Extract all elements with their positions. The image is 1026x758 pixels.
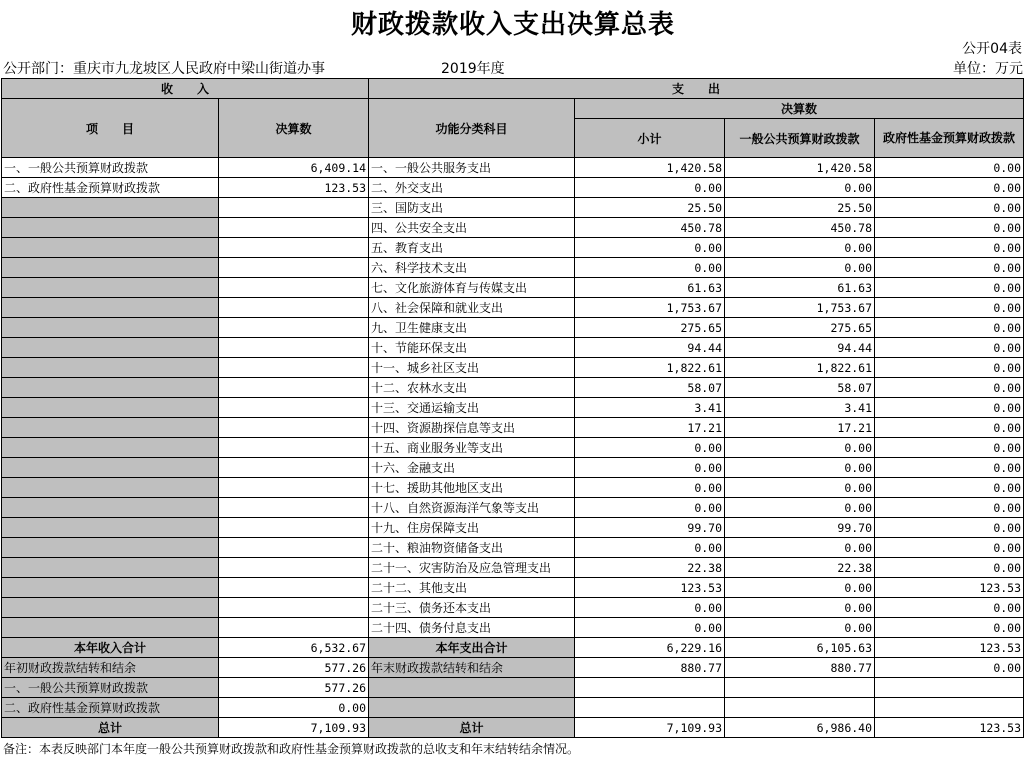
- income-item-value: 6,409.14: [219, 158, 369, 178]
- expense-item-label: 三、国防支出: [369, 198, 575, 218]
- empty-cell: [575, 698, 725, 718]
- table-row: [2, 618, 1024, 638]
- expense-item-label: 二十三、债务还本支出: [369, 598, 575, 618]
- income-empty-value: [219, 318, 369, 338]
- table-row: [2, 518, 1024, 538]
- expense-fund: 0.00: [875, 258, 1024, 278]
- expense-fund: 0.00: [875, 558, 1024, 578]
- expense-general: 58.07: [725, 378, 875, 398]
- footnote: 备注：本表反映部门本年度一般公共预算财政拨款和政府性基金预算财政拨款的总收支和年末结转结余情况。: [3, 742, 580, 756]
- expense-fund: 0.00: [875, 398, 1024, 418]
- expense-fund: 0.00: [875, 238, 1024, 258]
- income-empty-label: [2, 378, 219, 398]
- expense-subtotal: 1,822.61: [575, 358, 725, 378]
- table-row: [2, 498, 1024, 518]
- table-code: 公开04表: [962, 41, 1022, 57]
- expense-subtotal: 123.53: [575, 578, 725, 598]
- expense-item-label: 九、卫生健康支出: [369, 318, 575, 338]
- income-empty-label: [2, 338, 219, 358]
- general-budget-header: 一般公共预算财政拨款: [725, 119, 875, 158]
- expense-fund: 0.00: [875, 338, 1024, 358]
- expense-general: 99.70: [725, 518, 875, 538]
- expense-subtotal: 0.00: [575, 238, 725, 258]
- income-empty-label: [2, 518, 219, 538]
- end-balance-general: 880.77: [725, 658, 875, 678]
- finance-table: [1, 78, 1024, 738]
- income-empty-value: [219, 458, 369, 478]
- income-empty-value: [219, 578, 369, 598]
- income-empty-value: [219, 378, 369, 398]
- totals-row: [2, 638, 1024, 658]
- empty-cell: [369, 698, 575, 718]
- gov-fund-header: 政府性基金预算财政拨款: [875, 119, 1024, 158]
- expense-item-label: 八、社会保障和就业支出: [369, 298, 575, 318]
- expense-general: 0.00: [725, 618, 875, 638]
- expense-general: 0.00: [725, 478, 875, 498]
- table-row: [2, 698, 1024, 718]
- income-item-label: 二、政府性基金预算财政拨款: [2, 178, 219, 198]
- amount-header: 决算数: [219, 99, 369, 158]
- expense-fund: 0.00: [875, 298, 1024, 318]
- income-empty-value: [219, 438, 369, 458]
- expense-general: 0.00: [725, 458, 875, 478]
- expense-fund: 0.00: [875, 158, 1024, 178]
- grand-income-label: 总计: [2, 718, 219, 738]
- expense-item-label: 十一、城乡社区支出: [369, 358, 575, 378]
- expense-subtotal: 0.00: [575, 178, 725, 198]
- income-empty-value: [219, 418, 369, 438]
- income-empty-value: [219, 498, 369, 518]
- income-item-value: 123.53: [219, 178, 369, 198]
- empty-cell: [575, 678, 725, 698]
- income-empty-label: [2, 258, 219, 278]
- item-header: 项 目: [2, 99, 219, 158]
- grand-expense-general: 6,986.40: [725, 718, 875, 738]
- table-meta: [3, 58, 1023, 78]
- expense-fund: 0.00: [875, 318, 1024, 338]
- table-row: [2, 218, 1024, 238]
- income-empty-value: [219, 258, 369, 278]
- expense-fund: 0.00: [875, 538, 1024, 558]
- begin-balance-value: 577.26: [219, 658, 369, 678]
- expense-subtotal: 0.00: [575, 258, 725, 278]
- grand-total-row: [2, 718, 1024, 738]
- expense-subtotal: 1,420.58: [575, 158, 725, 178]
- expense-item-label: 十九、住房保障支出: [369, 518, 575, 538]
- income-empty-value: [219, 298, 369, 318]
- final-amount-header: 决算数: [575, 99, 1024, 119]
- func-category-header: 功能分类科目: [369, 99, 575, 158]
- income-empty-label: [2, 458, 219, 478]
- expense-general: 0.00: [725, 178, 875, 198]
- income-empty-label: [2, 318, 219, 338]
- expense-general: 61.63: [725, 278, 875, 298]
- income-empty-value: [219, 538, 369, 558]
- income-empty-value: [219, 618, 369, 638]
- expense-general: 450.78: [725, 218, 875, 238]
- year-expense-total-label: 本年支出合计: [369, 638, 575, 658]
- begin-sub-value: 577.26: [219, 678, 369, 698]
- income-empty-label: [2, 578, 219, 598]
- expense-item-label: 四、公共安全支出: [369, 218, 575, 238]
- year-expense-total-general: 6,105.63: [725, 638, 875, 658]
- expense-general: 1,822.61: [725, 358, 875, 378]
- expense-general: 1,753.67: [725, 298, 875, 318]
- expense-subtotal: 0.00: [575, 438, 725, 458]
- table-row: [2, 158, 1024, 178]
- expense-fund: 0.00: [875, 618, 1024, 638]
- end-balance-label: 年末财政拨款结转和结余: [369, 658, 575, 678]
- grand-expense-subtotal: 7,109.93: [575, 718, 725, 738]
- expense-fund: 0.00: [875, 498, 1024, 518]
- income-empty-label: [2, 538, 219, 558]
- table-row: [2, 398, 1024, 418]
- income-empty-label: [2, 498, 219, 518]
- income-empty-label: [2, 218, 219, 238]
- income-empty-label: [2, 598, 219, 618]
- expense-fund: 123.53: [875, 578, 1024, 598]
- expense-general: 22.38: [725, 558, 875, 578]
- subtotal-header: 小计: [575, 119, 725, 158]
- table-row: [2, 238, 1024, 258]
- income-empty-value: [219, 398, 369, 418]
- income-item-label: 一、一般公共预算财政拨款: [2, 158, 219, 178]
- table-row: [2, 258, 1024, 278]
- expense-item-label: 五、教育支出: [369, 238, 575, 258]
- expense-item-label: 十、节能环保支出: [369, 338, 575, 358]
- table-row: [2, 478, 1024, 498]
- expense-subtotal: 1,753.67: [575, 298, 725, 318]
- expense-item-label: 十六、金融支出: [369, 458, 575, 478]
- table-row: [2, 198, 1024, 218]
- department-label: 公开部门：重庆市九龙坡区人民政府中梁山街道办事: [3, 61, 325, 77]
- income-empty-value: [219, 278, 369, 298]
- income-empty-label: [2, 398, 219, 418]
- empty-cell: [875, 698, 1024, 718]
- income-empty-value: [219, 338, 369, 358]
- expense-fund: 0.00: [875, 358, 1024, 378]
- expense-item-label: 二十、粮油物资储备支出: [369, 538, 575, 558]
- expense-fund: 0.00: [875, 218, 1024, 238]
- expense-general: 3.41: [725, 398, 875, 418]
- empty-cell: [725, 698, 875, 718]
- income-empty-label: [2, 618, 219, 638]
- expense-subtotal: 61.63: [575, 278, 725, 298]
- income-empty-value: [219, 218, 369, 238]
- expense-subtotal: 58.07: [575, 378, 725, 398]
- expense-subtotal: 450.78: [575, 218, 725, 238]
- income-header: 收 入: [2, 79, 369, 99]
- balance-row: [2, 658, 1024, 678]
- income-empty-label: [2, 198, 219, 218]
- income-empty-label: [2, 478, 219, 498]
- expense-subtotal: 3.41: [575, 398, 725, 418]
- income-empty-label: [2, 238, 219, 258]
- expense-subtotal: 0.00: [575, 618, 725, 638]
- year-income-total-value: 6,532.67: [219, 638, 369, 658]
- table-row: [2, 338, 1024, 358]
- expense-general: 0.00: [725, 498, 875, 518]
- income-empty-value: [219, 238, 369, 258]
- year-income-total-label: 本年收入合计: [2, 638, 219, 658]
- grand-expense-fund: 123.53: [875, 718, 1024, 738]
- income-empty-value: [219, 478, 369, 498]
- empty-cell: [369, 678, 575, 698]
- year-label: 2019年度: [441, 61, 505, 77]
- table-row: [2, 538, 1024, 558]
- grand-expense-label: 总计: [369, 718, 575, 738]
- expense-item-label: 二十二、其他支出: [369, 578, 575, 598]
- grand-income-value: 7,109.93: [219, 718, 369, 738]
- expense-item-label: 十四、资源勘探信息等支出: [369, 418, 575, 438]
- begin-balance-label: 年初财政拨款结转和结余: [2, 658, 219, 678]
- expense-general: 1,420.58: [725, 158, 875, 178]
- expense-general: 0.00: [725, 538, 875, 558]
- begin-sub-label: 二、政府性基金预算财政拨款: [2, 698, 219, 718]
- expense-item-label: 十二、农林水支出: [369, 378, 575, 398]
- year-expense-total-fund: 123.53: [875, 638, 1024, 658]
- expense-subtotal: 17.21: [575, 418, 725, 438]
- income-empty-label: [2, 438, 219, 458]
- expense-item-label: 十五、商业服务业等支出: [369, 438, 575, 458]
- expense-general: 17.21: [725, 418, 875, 438]
- expense-general: 275.65: [725, 318, 875, 338]
- expense-item-label: 六、科学技术支出: [369, 258, 575, 278]
- expense-general: 0.00: [725, 258, 875, 278]
- empty-cell: [875, 678, 1024, 698]
- expense-fund: 0.00: [875, 198, 1024, 218]
- income-empty-label: [2, 298, 219, 318]
- expense-subtotal: 275.65: [575, 318, 725, 338]
- end-balance-subtotal: 880.77: [575, 658, 725, 678]
- unit-label: 单位：万元: [953, 61, 1023, 77]
- expense-subtotal: 0.00: [575, 538, 725, 558]
- expense-item-label: 二十一、灾害防治及应急管理支出: [369, 558, 575, 578]
- expense-item-label: 二、外交支出: [369, 178, 575, 198]
- page-title: 财政拨款收入支出决算总表: [350, 10, 675, 40]
- expense-general: 0.00: [725, 578, 875, 598]
- table-row: [2, 418, 1024, 438]
- table-row: [2, 678, 1024, 698]
- expense-fund: 0.00: [875, 598, 1024, 618]
- table-row: [2, 298, 1024, 318]
- expense-general: 0.00: [725, 438, 875, 458]
- expense-subtotal: 22.38: [575, 558, 725, 578]
- expense-fund: 0.00: [875, 378, 1024, 398]
- income-empty-label: [2, 278, 219, 298]
- table-row: [2, 178, 1024, 198]
- income-empty-label: [2, 358, 219, 378]
- expense-general: 0.00: [725, 598, 875, 618]
- expense-general: 94.44: [725, 338, 875, 358]
- income-empty-value: [219, 358, 369, 378]
- income-empty-value: [219, 598, 369, 618]
- income-empty-value: [219, 198, 369, 218]
- expense-general: 0.00: [725, 238, 875, 258]
- table-row: [2, 578, 1024, 598]
- expense-subtotal: 0.00: [575, 458, 725, 478]
- expense-fund: 0.00: [875, 458, 1024, 478]
- expense-item-label: 十八、自然资源海洋气象等支出: [369, 498, 575, 518]
- expense-subtotal: 0.00: [575, 498, 725, 518]
- expense-item-label: 七、文化旅游体育与传媒支出: [369, 278, 575, 298]
- expense-subtotal: 0.00: [575, 478, 725, 498]
- income-empty-value: [219, 558, 369, 578]
- table-row: [2, 318, 1024, 338]
- table-row: [2, 278, 1024, 298]
- table-row: [2, 458, 1024, 478]
- table-row: [2, 558, 1024, 578]
- expense-item-label: 十三、交通运输支出: [369, 398, 575, 418]
- expense-item-label: 十七、援助其他地区支出: [369, 478, 575, 498]
- table-row: [2, 598, 1024, 618]
- expense-general: 25.50: [725, 198, 875, 218]
- expense-fund: 0.00: [875, 278, 1024, 298]
- income-empty-label: [2, 418, 219, 438]
- begin-sub-value: 0.00: [219, 698, 369, 718]
- table-row: [2, 378, 1024, 398]
- begin-sub-label: 一、一般公共预算财政拨款: [2, 678, 219, 698]
- end-balance-fund: 0.00: [875, 658, 1024, 678]
- expense-subtotal: 25.50: [575, 198, 725, 218]
- expense-fund: 0.00: [875, 518, 1024, 538]
- income-empty-value: [219, 518, 369, 538]
- expense-fund: 0.00: [875, 418, 1024, 438]
- table-row: [2, 358, 1024, 378]
- expense-subtotal: 99.70: [575, 518, 725, 538]
- income-empty-label: [2, 558, 219, 578]
- expense-header: 支 出: [369, 79, 1024, 99]
- expense-item-label: 一、一般公共服务支出: [369, 158, 575, 178]
- expense-fund: 0.00: [875, 438, 1024, 458]
- year-expense-total-subtotal: 6,229.16: [575, 638, 725, 658]
- expense-fund: 0.00: [875, 178, 1024, 198]
- table-row: [2, 438, 1024, 458]
- expense-item-label: 二十四、债务付息支出: [369, 618, 575, 638]
- expense-subtotal: 0.00: [575, 598, 725, 618]
- expense-subtotal: 94.44: [575, 338, 725, 358]
- empty-cell: [725, 678, 875, 698]
- table-body: [2, 158, 1024, 738]
- expense-fund: 0.00: [875, 478, 1024, 498]
